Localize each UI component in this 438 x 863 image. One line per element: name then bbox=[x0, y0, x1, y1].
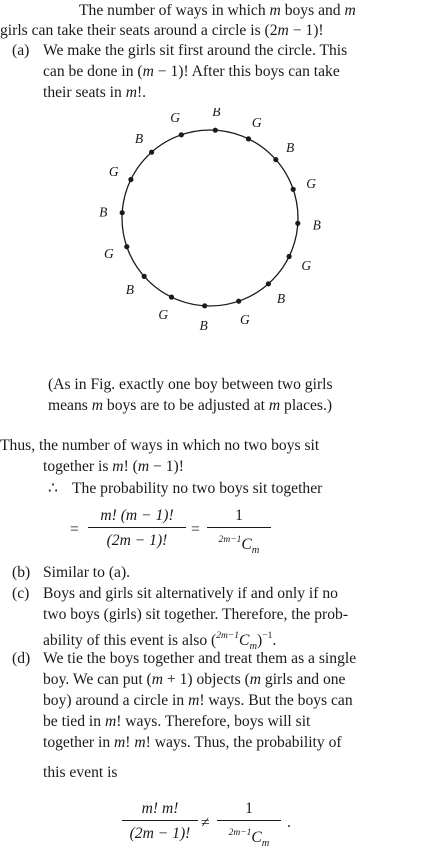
math-var: m bbox=[137, 458, 150, 475]
seat-dot bbox=[128, 177, 133, 182]
superscript: 2m−1 bbox=[218, 535, 242, 545]
part-d-line-6: this event is bbox=[43, 764, 118, 781]
text: ! ways. Therefore, boys will sit bbox=[116, 713, 311, 730]
seat-dot bbox=[124, 244, 129, 249]
thus-line-2 bbox=[43, 456, 184, 477]
math-var: m bbox=[134, 734, 146, 751]
text: ability of this event is also ( bbox=[43, 632, 217, 649]
thus-line-1: Thus, the number of ways in which no two boys sit bbox=[0, 437, 320, 454]
part-a-label: (a) bbox=[12, 42, 30, 59]
part-d-line-3 bbox=[43, 690, 353, 711]
seat-label-girl: G bbox=[240, 312, 250, 328]
text: . bbox=[272, 632, 277, 649]
text: can be done in ( bbox=[43, 63, 143, 80]
text: together in bbox=[43, 734, 115, 751]
eq2-not-equal: ≠ bbox=[201, 814, 210, 831]
fraction-bar bbox=[207, 527, 271, 528]
seat-label-boy: B bbox=[285, 140, 295, 155]
eq2-fraction-2 bbox=[217, 798, 281, 854]
math-var: C bbox=[241, 536, 252, 553]
seat-label-girl: G bbox=[170, 109, 180, 125]
eq1-equals-2: = bbox=[191, 521, 200, 538]
eq2-denominator: (2m − 1)! bbox=[129, 825, 191, 842]
text: boy. We can put ( bbox=[43, 671, 152, 688]
fraction-bar bbox=[217, 820, 281, 821]
exponent: −1 bbox=[262, 631, 273, 641]
math-var: m bbox=[249, 671, 262, 688]
seat-label-boy: B bbox=[276, 291, 286, 307]
eq1-equals: = bbox=[70, 521, 79, 538]
part-a-line-1: We make the girls sit first around the circle. This bbox=[43, 42, 348, 59]
part-c-line-2: two boys (girls) sit together. Therefore, the prob- bbox=[43, 606, 349, 623]
math-var: C bbox=[239, 632, 250, 649]
seat-label-boy: B bbox=[312, 217, 321, 233]
seat-dot bbox=[236, 299, 241, 304]
figure-note-line-2 bbox=[48, 395, 332, 416]
text: together is bbox=[43, 458, 113, 475]
intro-line-2 bbox=[0, 20, 324, 41]
eq1-numerator-2: 1 bbox=[235, 507, 243, 524]
text: places.) bbox=[280, 397, 333, 414]
eq2-numerator-2: 1 bbox=[245, 800, 253, 817]
part-b-text: Similar to (a). bbox=[43, 564, 131, 581]
math-var: m bbox=[104, 713, 117, 730]
text: − 1)! bbox=[288, 22, 324, 39]
subscript: m bbox=[249, 641, 258, 652]
math-var: m bbox=[114, 734, 126, 751]
eq2-numerator: m! m! bbox=[141, 800, 179, 817]
fraction-bar bbox=[88, 527, 186, 528]
text: ! ( bbox=[123, 458, 138, 475]
part-d-line-4 bbox=[43, 711, 310, 732]
text: girls and one bbox=[261, 671, 346, 688]
seat-label-boy: B bbox=[134, 130, 144, 146]
part-d-line-5 bbox=[43, 732, 342, 753]
seat-dot bbox=[273, 157, 278, 162]
seat-dot bbox=[169, 295, 174, 300]
part-d-line-2 bbox=[43, 669, 345, 690]
math-var: m bbox=[112, 458, 124, 475]
part-c-label: (c) bbox=[12, 585, 30, 602]
text: ! bbox=[125, 734, 135, 751]
text: boy) around a circle in bbox=[43, 692, 189, 709]
subscript: m bbox=[251, 545, 260, 556]
math-var: m bbox=[277, 22, 289, 39]
eq1-numerator: m! (m − 1)! bbox=[100, 507, 174, 524]
superscript: 2m−1 bbox=[216, 631, 240, 641]
seat-label-girl: G bbox=[158, 307, 169, 323]
text: The number of ways in which bbox=[79, 2, 270, 19]
seat-dot bbox=[202, 303, 207, 308]
text: means bbox=[48, 397, 92, 414]
seat-dot bbox=[266, 281, 271, 286]
subscript: m bbox=[261, 838, 270, 849]
seat-dot bbox=[179, 132, 184, 137]
fraction-bar bbox=[122, 820, 198, 821]
seating-circle-figure bbox=[0, 108, 438, 338]
part-b-label: (b) bbox=[12, 564, 31, 581]
eq1-fraction-1 bbox=[88, 505, 186, 551]
seat-label-boy: B bbox=[125, 282, 135, 297]
seat-dot bbox=[246, 136, 251, 141]
text: − 1)! After this boys can take bbox=[153, 63, 340, 80]
therefore-symbol: ∴ bbox=[48, 480, 58, 497]
part-a-line-2 bbox=[43, 61, 340, 82]
seat-label-girl: G bbox=[104, 245, 114, 261]
text: their seats in bbox=[43, 84, 126, 101]
seat-label-girl: G bbox=[306, 176, 316, 192]
eq2-period: . bbox=[287, 814, 291, 831]
text: be tied in bbox=[43, 713, 105, 730]
eq2-fraction-1 bbox=[122, 798, 198, 844]
math-var: m bbox=[268, 397, 281, 414]
part-d-line-1: We tie the boys together and treat them as a single bbox=[43, 650, 357, 667]
math-var: m bbox=[91, 397, 104, 414]
intro-line-1 bbox=[79, 0, 356, 21]
eq1-denominator-2 bbox=[207, 530, 271, 561]
superscript: 2m−1 bbox=[228, 828, 252, 838]
math-var: m bbox=[151, 671, 164, 688]
eq1-fraction-2 bbox=[207, 505, 271, 561]
seat-dot bbox=[149, 150, 154, 155]
seat-dot bbox=[142, 274, 147, 279]
math-var: m bbox=[125, 84, 137, 101]
text: − 1)! bbox=[149, 458, 184, 475]
text: ) bbox=[257, 632, 263, 649]
seat-label-girl: G bbox=[301, 257, 312, 273]
text: girls can take their seats around a circle is (2 bbox=[0, 22, 278, 39]
thus-line-3: The probability no two boys sit together bbox=[72, 480, 323, 497]
seat-label-girl: G bbox=[108, 164, 119, 180]
part-a-line-3 bbox=[43, 82, 146, 103]
seat-dot bbox=[291, 187, 296, 192]
text: + 1) objects ( bbox=[163, 671, 250, 688]
seat-label-boy: B bbox=[199, 317, 208, 333]
text: boys and bbox=[280, 2, 345, 19]
eq2-denominator-2 bbox=[217, 823, 281, 854]
seat-dot bbox=[213, 128, 218, 133]
figure-note-line-1: (As in Fig. exactly one boy between two girls bbox=[48, 376, 333, 393]
text: !. bbox=[136, 84, 147, 101]
math-var: m bbox=[188, 692, 200, 709]
seat-label-boy: B bbox=[99, 204, 108, 220]
text: ! ways. But the boys can bbox=[199, 692, 353, 709]
seat-dot bbox=[287, 254, 292, 259]
seat-dot bbox=[120, 210, 125, 215]
part-c-line-1: Boys and girls sit alternatively if and only if no bbox=[43, 585, 338, 602]
text: boys are to be adjusted at bbox=[103, 397, 269, 414]
seat-label-girl: G bbox=[251, 114, 262, 130]
part-d-label: (d) bbox=[12, 650, 31, 667]
seat-dot bbox=[295, 221, 300, 226]
eq1-denominator: (2m − 1)! bbox=[106, 532, 168, 549]
text: ! ways. Thus, the probability of bbox=[145, 734, 342, 751]
math-var: m bbox=[142, 63, 154, 80]
math-var: m bbox=[269, 2, 281, 19]
math-var: C bbox=[251, 829, 262, 846]
round-table-circle bbox=[122, 130, 298, 306]
seat-label-boy: B bbox=[212, 108, 221, 120]
math-var: m bbox=[344, 2, 356, 19]
